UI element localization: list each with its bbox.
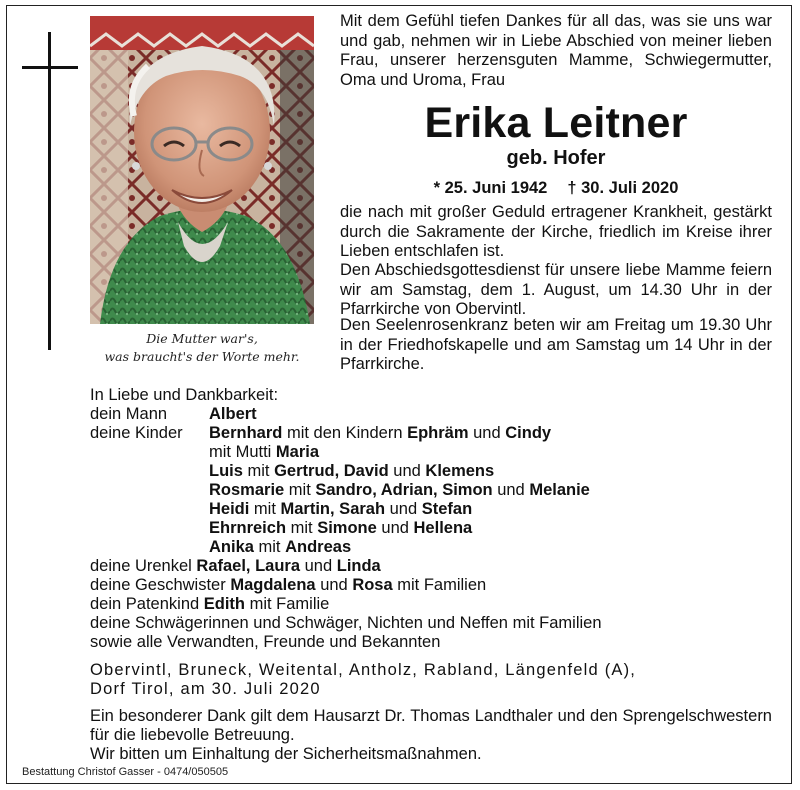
family-row-in-laws: deine Schwägerinnen und Schwäger, Nichten und Neffen mit Familien bbox=[90, 614, 602, 632]
grandchild-name: Simone bbox=[317, 519, 377, 537]
connector-text: und bbox=[468, 424, 506, 442]
child-name: Luis bbox=[209, 462, 243, 480]
partner-name: Andreas bbox=[285, 538, 352, 556]
connector-text: mit bbox=[242, 462, 275, 480]
relation-label: deine Geschwister bbox=[90, 576, 231, 594]
grandchild-name: Melanie bbox=[529, 481, 590, 499]
cross-horizontal-bar bbox=[22, 66, 78, 69]
child-line bbox=[90, 500, 780, 519]
grandchild-name: Hellena bbox=[413, 519, 473, 537]
passing-paragraph: die nach mit großer Geduld ertragener Krankheit, gestärkt durch die Sakramente der Kirche, friedlich im Kreise ihrer Lieben entschlafen ist. bbox=[340, 203, 772, 260]
grandchild-name: Ephräm bbox=[407, 424, 469, 442]
connector-text: mit Familien bbox=[392, 576, 487, 594]
family-row-relatives: sowie alle Verwandten, Freunde und Bekannten bbox=[90, 633, 441, 651]
godchild-name: Edith bbox=[203, 595, 246, 613]
photo-caption-line-2: was braucht's der Worte mehr. bbox=[104, 349, 300, 364]
child-name: Ehrnreich bbox=[209, 519, 287, 537]
birth-date: * 25. Juni 1942 bbox=[433, 179, 548, 197]
family-row-children bbox=[90, 424, 780, 443]
connector-text: und bbox=[388, 462, 426, 480]
grandchild-name: Cindy bbox=[505, 424, 552, 442]
child-line bbox=[90, 443, 780, 462]
relation-label: deine Urenkel bbox=[90, 557, 197, 575]
connector-text: und bbox=[376, 519, 414, 537]
great-grandchild-name: Rafael, Laura bbox=[196, 557, 301, 575]
grandchild-name: Klemens bbox=[425, 462, 495, 480]
connector-text: mit bbox=[284, 481, 316, 499]
funeral-service-paragraph: Den Abschiedsgottesdienst für unsere liebe Mamme feiern wir am Samstag, dem 1. August, um 14.30 Uhr in der Pfarrkirche von Obervintl. bbox=[340, 261, 772, 318]
thanks-text: Ein besonderer Dank gilt dem Hausarzt Dr. Thomas Landthaler und den Sprengelschwestern für die liebevolle Betreuung. bbox=[90, 707, 772, 744]
connector-text: und bbox=[492, 481, 530, 499]
photo-caption-line-1: Die Mutter war's, bbox=[146, 331, 258, 346]
grandchild-name: Sandro, Adrian, Simon bbox=[315, 481, 493, 499]
relation-label: dein Mann bbox=[90, 405, 168, 423]
undertaker-credit: Bestattung Christof Gasser - 0474/050505 bbox=[22, 766, 229, 778]
life-dates bbox=[340, 178, 772, 198]
rosary-paragraph: Den Seelenrosenkranz beten wir am Freitag um 19.30 Uhr in der Friedhofskapelle und am Samstag um 14 Uhr in der Pfarrkirche. bbox=[340, 316, 772, 373]
photo-caption bbox=[86, 330, 318, 366]
family-heading: In Liebe und Dankbarkeit: bbox=[90, 386, 279, 404]
connector-text: mit bbox=[249, 500, 281, 518]
relation-label: deine Kinder bbox=[90, 424, 183, 442]
maiden-name: geb. Hofer bbox=[506, 147, 606, 169]
connector-text: mit bbox=[286, 519, 318, 537]
place-line-1: Obervintl, Bruneck, Weitental, Antholz, Rabland, Längenfeld (A), bbox=[90, 661, 637, 679]
place-line-2: Dorf Tirol, am 30. Juli 2020 bbox=[90, 680, 321, 698]
connector-text: mit Familie bbox=[245, 595, 330, 613]
great-grandchild-name: Linda bbox=[336, 557, 381, 575]
mother-name: Maria bbox=[275, 443, 320, 461]
thanks-section bbox=[90, 707, 772, 764]
cross-vertical-bar bbox=[48, 32, 51, 350]
sibling-name: Magdalena bbox=[230, 576, 316, 594]
grandchild-name: Gertrud, David bbox=[274, 462, 389, 480]
deceased-name: Erika Leitner bbox=[424, 99, 688, 147]
family-row-husband bbox=[90, 405, 780, 424]
child-name: Heidi bbox=[209, 500, 250, 518]
place-and-date bbox=[90, 661, 780, 699]
safety-request: Wir bitten um Einhaltung der Sicherheitsmaßnahmen. bbox=[90, 745, 482, 763]
relation-label: dein Patenkind bbox=[90, 595, 204, 613]
connector-text: und bbox=[315, 576, 353, 594]
portrait-photo bbox=[90, 16, 314, 324]
child-name: Rosmarie bbox=[209, 481, 285, 499]
husband-name: Albert bbox=[209, 405, 257, 423]
child-line bbox=[90, 538, 780, 557]
child-line bbox=[209, 424, 551, 443]
child-name: Anika bbox=[209, 538, 254, 556]
family-row-siblings bbox=[90, 576, 780, 595]
child-line bbox=[90, 519, 780, 538]
death-date: † 30. Juli 2020 bbox=[567, 179, 679, 197]
family-row-godchild bbox=[90, 595, 780, 614]
sibling-name: Rosa bbox=[352, 576, 393, 594]
connector-text: und bbox=[300, 557, 337, 575]
child-line bbox=[90, 462, 780, 481]
grandchild-name: Stefan bbox=[421, 500, 473, 518]
grandchild-name: Martin, Sarah bbox=[280, 500, 386, 518]
child-line bbox=[90, 481, 780, 500]
connector-text: mit Mutti bbox=[209, 443, 276, 461]
connector-text: mit bbox=[253, 538, 286, 556]
family-list bbox=[90, 386, 780, 652]
family-row-great-grandchildren bbox=[90, 557, 780, 576]
child-name: Bernhard bbox=[209, 424, 283, 442]
connector-text: mit den Kindern bbox=[282, 424, 408, 442]
connector-text: und bbox=[385, 500, 422, 518]
intro-text: Mit dem Gefühl tiefen Dankes für all das, was sie uns war und gab, nehmen wir in Liebe Abschied von meiner lieben Frau, unserer herzensguten Mamme, Schwiegermutter, Oma und Uroma, Frau bbox=[340, 12, 772, 89]
